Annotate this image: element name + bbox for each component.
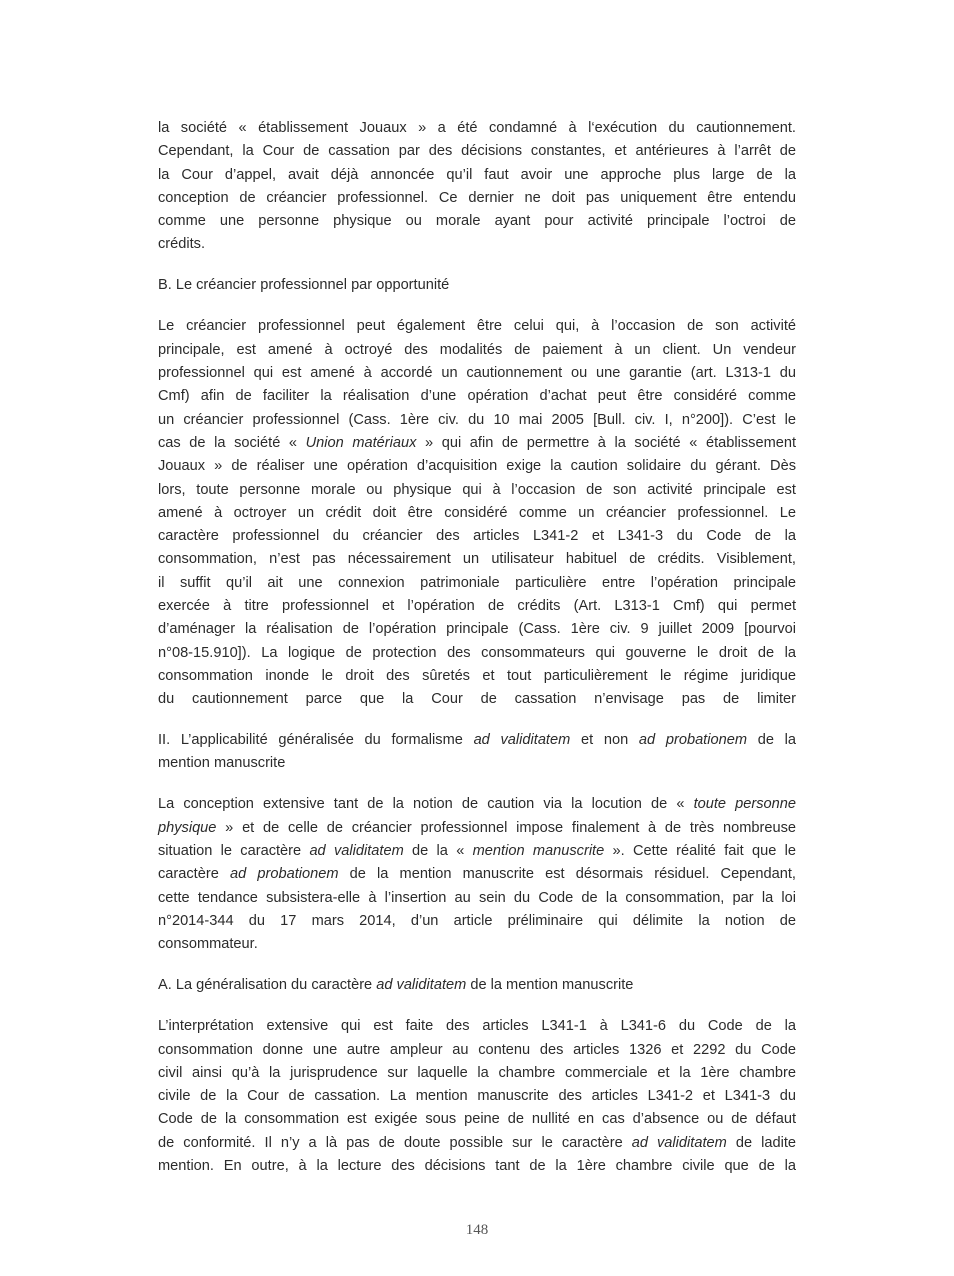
text-line	[158, 974, 796, 997]
text-segment: caractère professionnel du créancier des articles L341-2 et L341-3 du Code de la	[158, 528, 796, 545]
text-line	[158, 432, 796, 455]
text-line	[158, 840, 796, 863]
italic-text: ad validitatem	[473, 732, 571, 749]
text-line	[158, 140, 796, 163]
text-segment: n°08-15.910]). La logique de protection des consommateurs qui gouverne le droit de la	[158, 644, 796, 661]
text-line	[158, 933, 796, 956]
text-line	[158, 1015, 796, 1038]
text-line	[158, 817, 796, 840]
text-segment: d’aménager la réalisation de l’opération principale (Cass. 1ère civ. 9 juillet 2009 [pourvoi	[158, 621, 796, 638]
text-line	[158, 479, 796, 502]
paragraph	[158, 315, 796, 711]
text-line	[158, 618, 796, 641]
text-segment: Jouaux » de réaliser une opération d’acquisition exige la caution solidaire du gérant. Dès	[158, 458, 796, 475]
text-line	[158, 1155, 796, 1178]
italic-text: ad validitatem	[631, 1134, 727, 1151]
text-segment: » et de celle de créancier professionnel impose finalement à de très nombreuse	[216, 819, 796, 836]
text-segment: crédits.	[158, 236, 206, 253]
text-line	[158, 548, 796, 571]
text-line	[158, 1085, 796, 1108]
text-segment: n°2014-344 du 17 mars 2014, d’un article préliminaire qui délimite la notion de	[158, 912, 796, 929]
text-segment: consommation donne une autre ampleur au contenu des articles 1326 et 2292 du Code	[158, 1041, 796, 1058]
text-line	[158, 117, 796, 140]
text-line	[158, 525, 796, 548]
text-segment: de ladite	[726, 1134, 796, 1151]
text-line	[158, 315, 796, 338]
text-segment: caractère	[158, 866, 230, 883]
text-line	[158, 887, 796, 910]
paragraph	[158, 1015, 796, 1178]
section-heading	[158, 974, 796, 997]
text-segment: mention. En outre, à la lecture des décisions tant de la 1ère chambre civile que de la	[158, 1158, 796, 1174]
text-segment: consommation inonde le droit des sûretés et tout particulièrement le régime juridique	[158, 667, 796, 684]
text-segment: exercée à titre professionnel et l’opération de crédits (Art. L313-1 Cmf) qui permet	[158, 598, 796, 615]
document-body	[158, 117, 796, 1196]
text-segment: il suffit qu’il ait une connexion patrimoniale particulière entre l’opération principale	[158, 574, 796, 591]
text-segment: Code de la consommation est exigée sous peine de nullité en cas d’absence ou de défaut	[158, 1111, 796, 1128]
text-line	[158, 233, 796, 256]
text-line	[158, 910, 796, 933]
text-line	[158, 572, 796, 595]
italic-text: Union matériaux	[305, 434, 417, 451]
text-segment: la société « établissement Jouaux » a été condamné à l‘exécution du cautionnement.	[158, 120, 796, 136]
text-segment: comme une personne physique ou morale ayant pour activité principale l’octroi de	[158, 213, 796, 230]
text-segment: un créancier professionnel (Cass. 1ère civ. du 10 mai 2005 [Bull. civ. I, n°200]). C’est le	[158, 411, 796, 428]
text-segment: situation le caractère	[158, 843, 310, 860]
text-line	[158, 793, 796, 816]
text-line	[158, 385, 796, 408]
italic-text: toute personne	[693, 796, 796, 813]
text-segment: consommateur.	[158, 936, 258, 953]
text-segment: professionnel qui est amené à accordé un cautionnement ou une garantie (art. L313-1 du	[158, 365, 796, 382]
paragraph	[158, 793, 796, 956]
section-heading	[158, 274, 796, 297]
text-segment: consommation, n’est pas nécessairement un utilisateur habituel de crédits. Visiblement,	[158, 551, 796, 568]
text-line	[158, 642, 796, 665]
text-segment: et non	[570, 732, 639, 749]
text-segment: » qui afin de permettre à la société « établissement	[416, 434, 797, 451]
page-number: 148	[465, 1222, 489, 1238]
text-segment: de conformité. Il n’y a là pas de doute possible sur le caractère	[158, 1134, 632, 1151]
text-segment: mention manuscrite	[158, 755, 286, 772]
text-line	[158, 1132, 796, 1155]
italic-text: ad validitatem	[376, 977, 467, 994]
text-segment: civile de la Cour de cassation. La mention manuscrite des articles L341-2 et L341-3 du	[158, 1088, 796, 1105]
text-line	[158, 595, 796, 618]
text-line	[158, 1108, 796, 1131]
italic-text: ad probationem	[638, 732, 747, 749]
text-segment: B. Le créancier professionnel par opportunité	[158, 277, 450, 294]
italic-text: physique	[158, 819, 217, 836]
text-line	[158, 729, 796, 752]
text-line	[158, 455, 796, 478]
text-segment: de la	[747, 732, 797, 749]
text-segment: La conception extensive tant de la notion de caution via la locution de «	[158, 796, 694, 813]
paragraph	[158, 117, 796, 257]
text-line	[158, 688, 796, 711]
text-segment: du cautionnement parce que la Cour de cassation n’envisage pas de limiter	[158, 691, 796, 708]
text-line	[158, 339, 796, 362]
text-line	[158, 274, 796, 297]
text-segment: L’interprétation extensive qui est faite des articles L341-1 à L341-6 du Code de la	[158, 1018, 796, 1035]
text-line	[158, 1039, 796, 1062]
text-segment: la Cour d’appel, avait déjà annoncée qu’il faut avoir une approche plus large de la	[158, 166, 796, 183]
text-segment: A. La généralisation du caractère	[158, 977, 377, 994]
text-line	[158, 665, 796, 688]
italic-text: ad validitatem	[309, 843, 404, 860]
text-segment: de la «	[403, 843, 473, 860]
text-segment: Cependant, la Cour de cassation par des décisions constantes, et antérieures à l’arrêt de	[158, 143, 796, 160]
text-line	[158, 1062, 796, 1085]
text-line	[158, 752, 796, 775]
text-segment: civil ainsi qu’à la jurisprudence sur laquelle la chambre commerciale et la 1ère chambre	[158, 1064, 796, 1081]
text-segment: ». Cette réalité fait que le	[604, 843, 796, 860]
text-segment: de la mention manuscrite est désormais résiduel. Cependant,	[338, 866, 796, 883]
text-segment: de la mention manuscrite	[466, 977, 634, 994]
text-line	[158, 863, 796, 886]
text-segment: amené à octroyer un crédit doit être considéré comme un créancier professionnel. Le	[158, 504, 796, 521]
section-heading	[158, 729, 796, 776]
text-segment: principale, est amené à octroyé des modalités de paiement à un client. Un vendeur	[158, 341, 796, 358]
text-line	[158, 187, 796, 210]
text-line	[158, 210, 796, 233]
text-segment: Le créancier professionnel peut également être celui qui, à l’occasion de son activité	[158, 318, 796, 335]
text-line	[158, 502, 796, 525]
text-segment: lors, toute personne morale ou physique qui à l’occasion de son activité principale est	[158, 481, 796, 498]
italic-text: ad probationem	[229, 866, 339, 883]
text-line	[158, 164, 796, 187]
text-line	[158, 409, 796, 432]
text-segment: cas de la société «	[158, 434, 306, 451]
italic-text: mention manuscrite	[472, 843, 605, 860]
text-segment: II. L’applicabilité généralisée du formalisme	[158, 732, 474, 749]
text-segment: conception de créancier professionnel. Ce dernier ne doit pas uniquement être entendu	[158, 189, 796, 206]
text-segment: cette tendance subsistera-elle à l’insertion au sein du Code de la consommation, par la loi	[158, 889, 796, 906]
text-segment: Cmf) afin de faciliter la réalisation d’une opération d’achat peut être considéré comme	[158, 388, 796, 405]
text-line	[158, 362, 796, 385]
